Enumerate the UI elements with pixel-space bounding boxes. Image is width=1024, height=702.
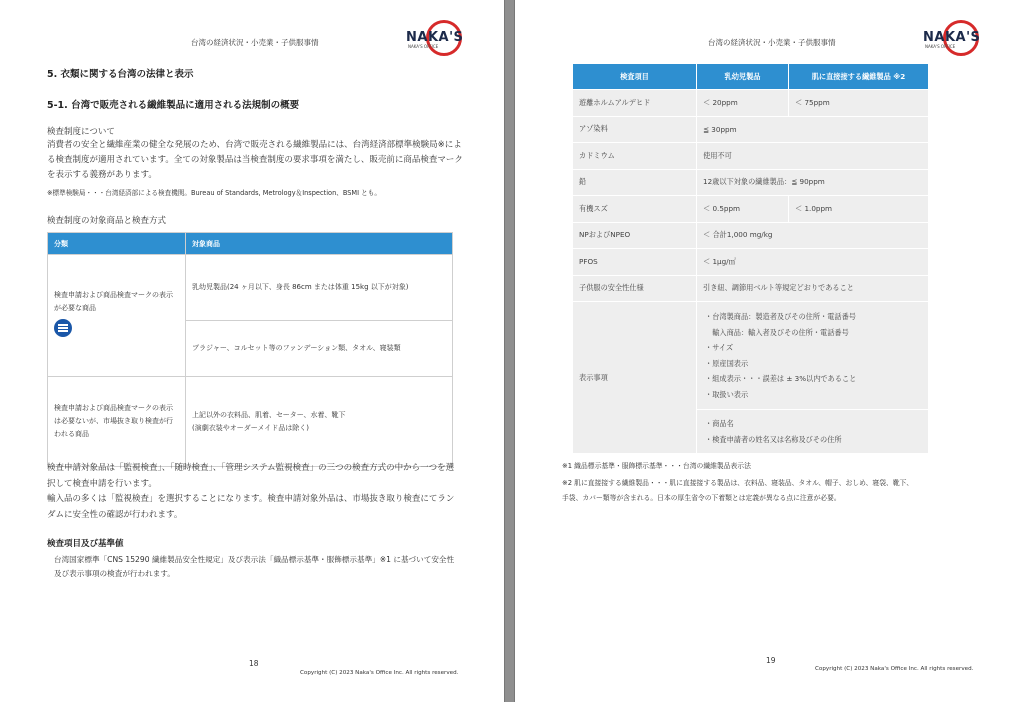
std-row-item: 鉛 (573, 169, 697, 196)
page-right (514, 0, 1024, 702)
std-row-value: ＜ 1μg/㎡ (697, 249, 929, 276)
labeling-line: 輸入商品：輸入者及びその住所・電話番号 (705, 327, 849, 337)
logo-sub: NAKA'S OFFICE (408, 44, 439, 49)
section-title: 5. 衣類に関する台湾の法律と表示 (47, 69, 194, 80)
std-row-item: カドミウム (573, 143, 697, 170)
method-para2: 輸入品の多くは「監視検査」を選択することになります。検査申請対象外品は、市場抜き取り検査にてランダムに安全性の確認が行われます。 (47, 494, 455, 520)
std-row-item: PFOS (573, 249, 697, 276)
scope-header-items: 対象商品 (186, 233, 453, 255)
items-heading: 検査項目及び基準値 (47, 539, 124, 549)
labeling-line: ・サイズ (705, 343, 734, 352)
footnote-2-line1: ※2 肌に直接接する繊維製品・・・肌に直接接する製品は、衣料品、寝装品、タオル、帽子、おしめ、寝袋、靴下、 (562, 479, 914, 487)
labeling-list-2 (697, 410, 929, 454)
labeling-line: ・取扱い表示 (705, 389, 749, 399)
logo-sub-right: NAKA'S OFFICE (925, 44, 956, 49)
table-row (573, 275, 929, 302)
labeling-list-1 (697, 302, 929, 410)
copyright-right: Copyright (C) 2023 Naka's Office Inc. All rights reserved. (815, 666, 974, 672)
std-row-item: アゾ染料 (573, 116, 697, 143)
page-number-left: 18 (249, 659, 259, 668)
header-title: 台湾の経済状況・小売業・子供服事情 (191, 38, 319, 47)
scope-row2-category: 検査申請および商品検査マークの表示は必要ないが、市場抜き取り検査が行われる商品 (48, 377, 186, 467)
std-header-item: 検査項目 (573, 64, 697, 90)
scope-row2-item-line1: 上記以外の衣料品、肌着、セーター、水着、靴下 (192, 410, 346, 419)
std-row-item-labeling: 表示事項 (573, 302, 697, 454)
table-row (573, 90, 929, 117)
footnote-1: ※1 織品標示基準・服飾標示基準・・・台湾の繊維製品表示法 (562, 462, 751, 470)
std-row-value: 12歳以下対象の繊維製品：≦ 90ppm (697, 169, 929, 196)
bsmi-mark-icon (54, 319, 72, 337)
std-row-skin: ＜ 75ppm (789, 90, 929, 117)
method-para1: 検査申請対象品は「監視検査」、「随時検査」、「管理システム監視検査」の三つの検査方式の中から一つを選択して検査申請を行います。 (47, 463, 455, 489)
page-number-right: 19 (766, 656, 776, 665)
inspection-heading: 検査制度について (47, 127, 115, 137)
std-header-skin: 肌に直接接する繊維製品 ※2 (789, 64, 929, 90)
std-row-infant: ＜ 20ppm (697, 90, 789, 117)
std-row-skin: ＜ 1.0ppm (789, 196, 929, 223)
scope-table (47, 232, 453, 467)
inspection-note: ※標準検験局・・・台湾経済部による検査機関。Bureau of Standards, Metrology＆Inspection、BSMI とも。 (47, 189, 381, 197)
scope-row2-items (186, 377, 453, 467)
standards-table (572, 63, 929, 454)
std-row-item: 子供服の安全性仕様 (573, 275, 697, 302)
subsection-title: 5-1. 台湾で販売される繊維製品に適用される法規制の概要 (47, 100, 300, 111)
std-row-item: NPおよびNPEO (573, 222, 697, 249)
scope-row1-item-b: ブラジャー、コルセット等のファンデーション類、タオル、寝装類 (186, 321, 453, 377)
scope-row2-item-line2: (演劇衣装やオーダーメイド品は除く) (192, 423, 309, 432)
std-row-value: 引き紐、調節用ベルト等規定どおりであること (697, 275, 929, 302)
std-row-value: ≦ 30ppm (697, 116, 929, 143)
inspection-body: 消費者の安全と繊維産業の健全な発展のため、台湾で販売される繊維製品には、台湾経済部標準検験局※による検査制度が適用されています。全ての対象製品は当検査制度の要求事項を満たし、販売前に商品検査マークを表示する義務があります。 (47, 140, 463, 180)
std-row-infant: ＜ 0.5ppm (697, 196, 789, 223)
scope-heading: 検査制度の対象商品と検査方式 (47, 216, 167, 226)
std-header-infant: 乳幼児製品 (697, 64, 789, 90)
nakas-logo-right (923, 20, 987, 56)
table-row (573, 116, 929, 143)
labeling-line: ・検査申請者の姓名又は名称及びその住所 (705, 434, 842, 444)
table-row (573, 143, 929, 170)
nakas-logo (406, 20, 470, 56)
std-row-item: 有機スズ (573, 196, 697, 223)
scope-row1-category: 検査申請および商品検査マークの表示が必要な商品 (54, 291, 173, 312)
scope-row1-category-cell (48, 255, 186, 377)
scope-header-category: 分類 (48, 233, 186, 255)
header-title-right: 台湾の経済状況・小売業・子供服事情 (708, 38, 836, 47)
table-row (573, 249, 929, 276)
copyright-left: Copyright (C) 2023 Naka's Office Inc. All rights reserved. (300, 670, 459, 676)
logo-word-right: NAKA'S (923, 30, 981, 45)
labeling-line: ・商品名 (705, 419, 734, 428)
items-body: 台湾国家標準「CNS 15290 繊維製品安全性規定」及び表示法「織品標示基準・服飾標示基準」※1 に基づいて安全性及び表示事項の検査が行われます。 (54, 555, 455, 578)
labeling-line: ・原産国表示 (705, 358, 749, 368)
labeling-line: ・組成表示・・・誤差は ± 3%以内であること (705, 374, 857, 383)
table-row (573, 302, 929, 410)
scope-row1-item-a: 乳幼児製品(24 ヶ月以下、身長 86cm または体重 15kg 以下が対象) (186, 255, 453, 321)
logo-word: NAKA'S (406, 30, 464, 45)
std-row-value: 使用不可 (697, 143, 929, 170)
labeling-line: ・台湾製商品：製造者及びその住所・電話番号 (705, 312, 856, 321)
page-left (0, 0, 505, 702)
footnote-2-line2: 手袋、カバー類等が含まれる。日本の厚生省令の下着類とは定義が異なる点に注意が必要。 (562, 494, 841, 502)
table-row (573, 196, 929, 223)
table-row (573, 169, 929, 196)
std-row-item: 遊離ホルムアルデヒド (573, 90, 697, 117)
table-row (573, 222, 929, 249)
std-row-value: ＜ 合計1,000 mg/kg (697, 222, 929, 249)
